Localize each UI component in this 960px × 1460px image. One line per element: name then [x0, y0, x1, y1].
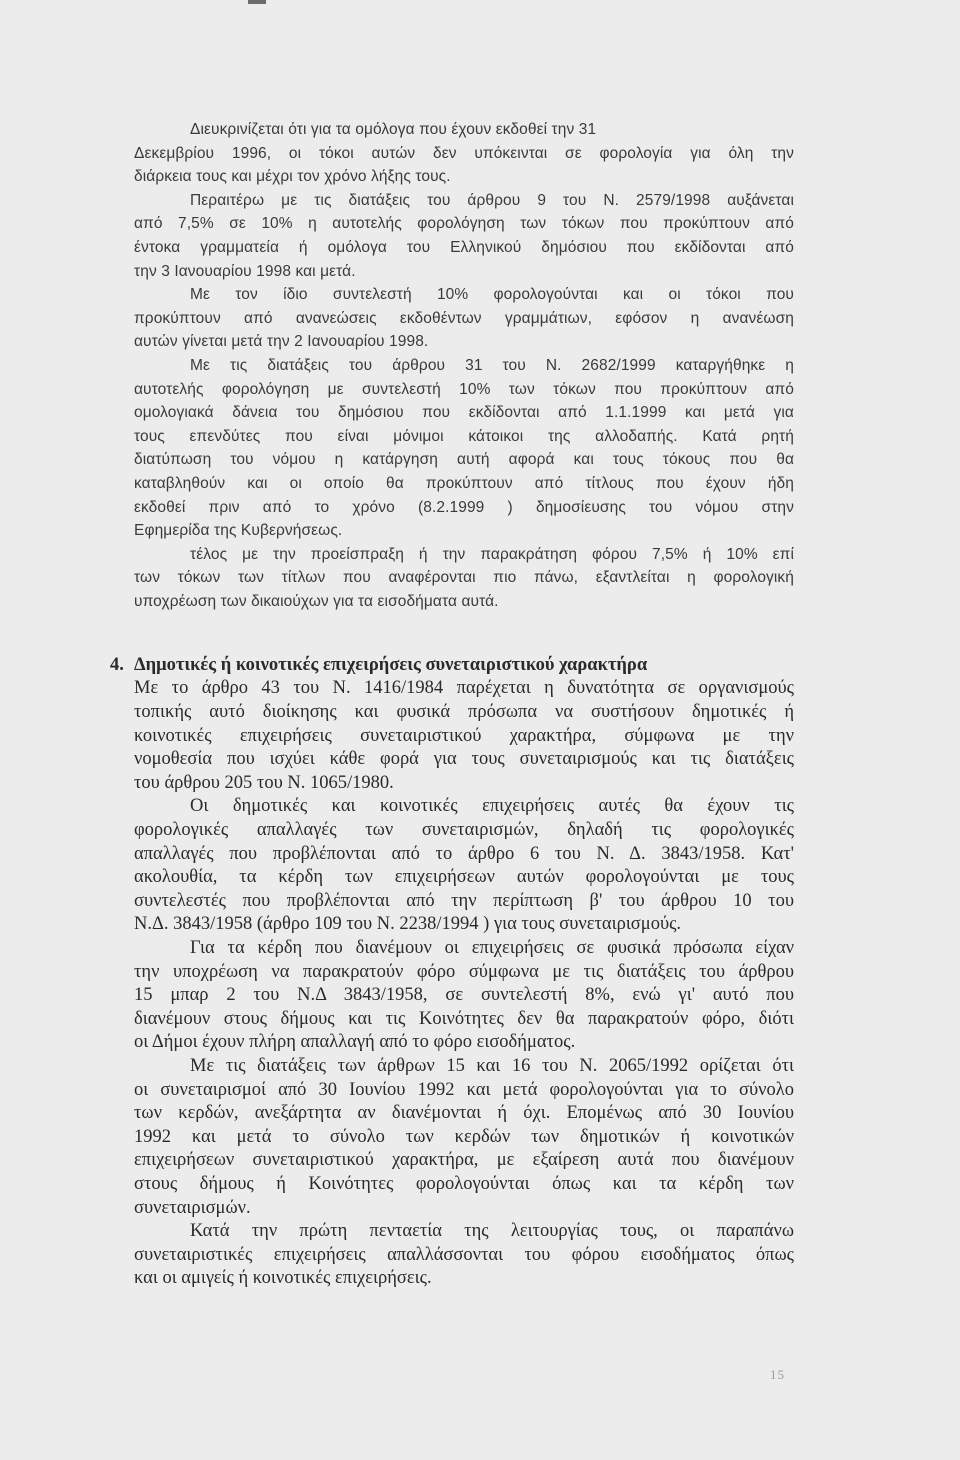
paragraph-line: 15 μπαρ 2 του Ν.Δ 3843/1958, σε συντελεστή 8%, ενώ γι' αυτό που — [134, 985, 794, 1006]
paragraph-line: νομοθεσία που ισχύει κάθε φορά για τους συνεταιρισμούς και τις διατάξεις — [134, 749, 794, 770]
paragraph-line: απαλλαγές που προβλέπονται από το άρθρο 6 του Ν. Δ. 3843/1958. Κατ' — [134, 843, 794, 864]
paragraph-line: φορολογικές απαλλαγές των συνεταιρισμών, δηλαδή τις φορολογικές — [134, 820, 794, 841]
paragraph-line: Διευκρινίζεται ότι για τα ομόλογα που έχουν εκδοθεί την 31 — [190, 121, 597, 138]
paragraph-line: από 7,5% σε 10% η αυτοτελής φορολόγηση των τόκων που προκύπτουν από — [134, 215, 794, 233]
paragraph-line: συντελεστές που προβλέπονται από την περίπτωση β' του άρθρου 10 του — [134, 890, 794, 911]
paragraph-line: ομολογιακά δάνεια του δημόσιου που εκδίδονται από 1.1.1999 και μετά για — [134, 404, 794, 422]
paragraph-line: Οι δημοτικές και κοινοτικές επιχειρήσεις αυτές θα έχουν τις — [190, 796, 794, 817]
paragraph-line: εκδοθεί πριν από το χρόνο (8.2.1999 ) δημοσίευσης του νόμου στην — [134, 498, 794, 516]
paragraph-line: Περαιτέρω με τις διατάξεις του άρθρου 9 του Ν. 2579/1998 αυξάνεται — [190, 191, 794, 209]
paragraph-line: των τόκων των τίτλων που αναφέρονται πιο πάνω, εξαντλείται η φορολογική — [134, 569, 794, 587]
paragraph-line: τοπικής αυτό διοίκησης και φυσικά πρόσωπα να συστήσουν δημοτικές ή — [134, 702, 794, 723]
scan-mark — [248, 0, 266, 4]
paragraph-line: 1992 και μετά το σύνολο των κερδών των δημοτικών ή κοινοτικών — [134, 1126, 794, 1147]
paragraph-line: Με το άρθρο 43 του Ν. 1416/1984 παρέχεται η δυνατότητα σε οργανισμούς — [134, 678, 794, 699]
paragraph-line: την 3 Ιανουαρίου 1998 και μετά. — [134, 262, 356, 280]
paragraph-line: Με τον ίδιο συντελεστή 10% φορολογούνται και οι τόκοι που — [190, 286, 794, 304]
section-gap — [134, 613, 794, 637]
paragraph-line: στους δήμους ή Κοινότητες φορολογούνται όπως και τα κέρδη των — [134, 1173, 794, 1194]
paragraph-line: διατύπωση του νόμου η κατάργηση αυτή αφορά και τους τόκους που θα — [134, 451, 794, 469]
paragraph-line: και οι αμιγείς ή κοινοτικές επιχειρήσεις. — [134, 1268, 432, 1289]
paragraph-line: καταβληθούν και οι οποίο θα προκύπτουν από τίτλους που έχουν ήδη — [134, 474, 794, 492]
paragraph-line: Εφημερίδα της Κυβερνήσεως. — [134, 522, 343, 540]
paragraph-line: Ν.Δ. 3843/1958 (άρθρο 109 του Ν. 2238/1994 ) για τους συνεταιρισμούς. — [134, 914, 682, 935]
paragraph-line: αυτών γίνεται μετά την 2 Ιανουαρίου 1998. — [134, 333, 429, 351]
paragraph-line: τέλος με την προείσπραξη ή την παρακράτηση φόρου 7,5% ή 10% επί — [190, 545, 794, 563]
paragraph-line: οι Δήμοι έχουν πλήρη απαλλαγή από το φόρο εισοδήματος. — [134, 1032, 576, 1053]
paragraph-line: οι συνεταιρισμοί από 30 Ιουνίου 1992 και μετά φορολογούνται για το σύνολο — [134, 1079, 794, 1100]
paragraph-line: Με τις διατάξεις του άρθρου 31 του Ν. 2682/1999 καταργήθηκε η — [190, 356, 794, 374]
paragraph-line: του άρθρου 205 του Ν. 1065/1980. — [134, 772, 394, 793]
paragraph-line: συνεταιριστικές επιχειρήσεις απαλλάσσονται του φόρου εισοδήματος όπως — [134, 1244, 794, 1265]
paragraph-line: τους επενδύτες που είναι μόνιμοι κάτοικοι της αλλοδαπής. Κατά ρητή — [134, 427, 794, 445]
paragraph-line: των κερδών, ανεξάρτητα αν διανέμονται ή όχι. Επομένως από 30 Ιουνίου — [134, 1103, 794, 1124]
paragraph-line: αυτοτελής φορολόγηση με συντελεστή 10% των τόκων που προκύπτουν από — [134, 380, 794, 398]
section-heading — [110, 653, 794, 677]
paragraph-line: έντοκα γραμματεία ή ομόλογα του Ελληνικού δημόσιου που εκδίδονται από — [134, 238, 794, 256]
paragraph-line: διάρκεια τους και μέχρι τον χρόνο λήξης τους. — [134, 168, 451, 186]
section-number: 4. — [110, 655, 124, 676]
paragraph-line: κοινοτικές επιχειρήσεις συνεταιριστικού χαρακτήρα, σύμφωνα με την — [134, 725, 794, 746]
paragraph-line: διανέμουν στους δήμους και τις Κοινότητες δεν θα παρακρατούν φόρο, διότι — [134, 1008, 794, 1029]
paragraph-line: Με τις διατάξεις των άρθρων 15 και 16 του Ν. 2065/1992 ορίζεται ότι — [190, 1055, 794, 1076]
paragraph-line: Για τα κέρδη που διανέμουν οι επιχειρήσεις σε φυσικά πρόσωπα είχαν — [190, 938, 794, 958]
page-number: 15 — [770, 1367, 785, 1382]
paragraph-line: υποχρέωση των δικαιούχων για τα εισοδήματα αυτά. — [134, 592, 499, 610]
paragraph-line: συνεταιρισμών. — [134, 1197, 251, 1218]
paragraph-line: την υποχρέωση να παρακρατούν φόρο σύμφωνα με τις διατάξεις του άρθρου — [134, 961, 794, 982]
paragraph-line: ακολουθία, τα κέρδη των επιχειρήσεων αυτών φορολογούνται με τους — [134, 867, 794, 888]
paragraph-line: Δεκεμβρίου 1996, οι τόκοι αυτών δεν υπόκεινται σε φορολογία για όλη την — [134, 144, 794, 162]
paragraph-line: προκύπτουν από ανανεώσεις εκδοθέντων γραμμάτιων, εφόσον η ανανέωση — [134, 309, 794, 327]
paragraph-line: Κατά την πρώτη πενταετία της λειτουργίας τους, οι παραπάνω — [190, 1221, 794, 1242]
section-heading-text: Δημοτικές ή κοινοτικές επιχειρήσεις συνεταιριστικού χαρακτήρα — [134, 655, 648, 676]
page-content — [110, 118, 794, 1291]
paragraph-line: επιχειρήσεων συνεταιριστικού χαρακτήρα, με εξαίρεση αυτά που διανέμουν — [134, 1150, 794, 1171]
